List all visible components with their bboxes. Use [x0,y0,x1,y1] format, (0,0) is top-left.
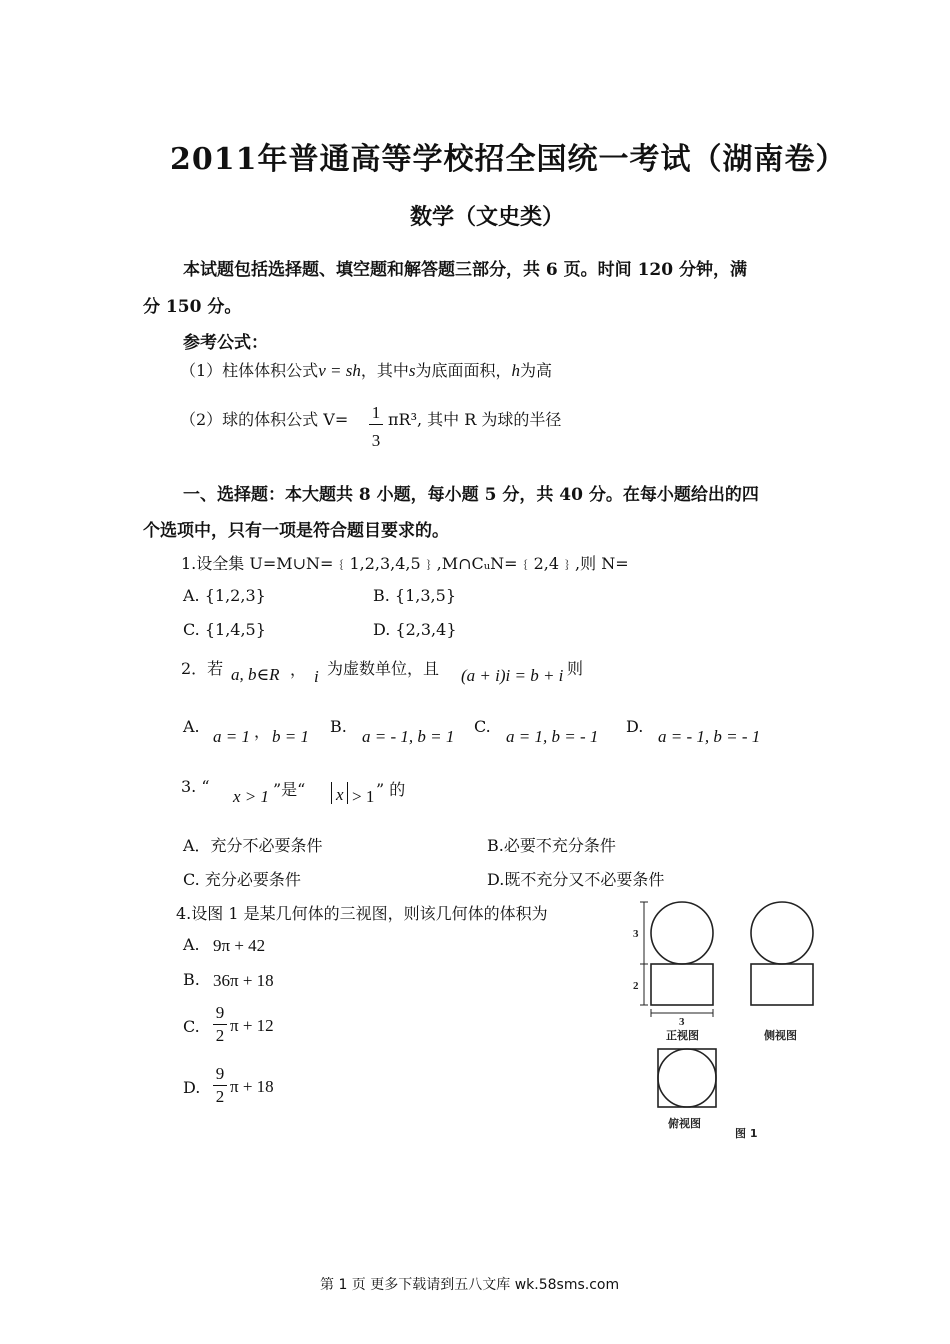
q2-option-d-label: D. [626,717,644,736]
q3-condition-1: x > 1 [233,787,270,806]
q4-option-c-fraction [213,1003,227,1046]
q3-mid: ”是“ [273,780,306,799]
q3-condition-2-rest: > 1 [352,787,375,806]
q1-option-d: D. {2,3,4} [373,620,457,639]
page-subtitle: 数学（文史类） [410,204,565,230]
formula-2-end: πR³, 其中 R 为球的半径 [388,410,562,429]
q3-option-a: A．充分不必要条件 [183,836,323,855]
section1-line-1: 一、选择题：本大题共 8 小题，每小题 5 分，共 40 分。在每小题给出的四 [183,485,759,505]
front-view-label: 正视图 [666,1029,699,1042]
q4-option-d-fraction [213,1064,227,1107]
top-view-circle [658,1049,716,1107]
q2-option-b: a = - 1, b = 1 [362,727,455,746]
fraction-bar [213,1024,227,1025]
q4-option-a-label: A. [183,935,200,954]
q1-option-b: B. {1,3,5} [373,586,456,605]
q4-option-c-numerator: 9 [215,1003,225,1022]
q2-i: i [314,667,319,686]
abs-bar-left [331,782,332,804]
page-footer: 第 1 页 更多下载请到五八文库 wk.58sms.com [320,1277,620,1293]
q2-option-a-comma: ， [254,722,271,741]
formula-1-prefix: （1）柱体体积公式 [180,361,319,380]
q3-option-c: C. 充分必要条件 [183,870,301,889]
q4-option-c-rest: π + 12 [230,1016,274,1035]
fraction-bar [213,1085,227,1086]
three-view-figure [630,893,830,1153]
fraction-bar [369,424,383,425]
intro-line-1: 本试题包括选择题、填空题和解答题三部分，共 6 页。时间 120 分钟，满 [183,260,747,280]
q4-option-d-label: D. [183,1078,201,1097]
q2-mid: 为虚数单位，且 [327,659,440,678]
formula-2-numerator: 1 [371,403,381,422]
formula-1-mid: ，其中 [360,361,409,380]
formula-1-h: h [511,361,520,380]
q4-option-b: 36π + 18 [213,971,274,990]
q3-prefix: 3. “ [181,777,210,796]
q2-option-d: a = - 1, b = - 1 [658,727,761,746]
top-view-label: 俯视图 [668,1117,701,1130]
dimension-label-2: 2 [633,980,639,992]
front-view-circle [651,902,713,964]
q2-option-b-label: B. [330,717,347,736]
q2-option-a: a = 1 [213,727,250,746]
q4-option-d-rest: π + 18 [230,1077,274,1096]
q1-option-c: C. {1,4,5} [183,620,266,639]
side-view-rect [751,964,813,1005]
q2-end: 则 [567,659,584,678]
page-title: 2011年普通高等学校招全国统一考试（湖南卷） [170,142,847,177]
q1-option-a: A. {1,2,3} [183,586,266,605]
q4-option-c-label: C. [183,1017,200,1036]
q2-comma: ， [290,660,307,679]
q3-condition-2-x: x [336,785,344,804]
q2-option-a-2: b = 1 [272,727,309,746]
q4-option-d-numerator: 9 [215,1064,225,1083]
q4-option-c-denominator: 2 [215,1026,225,1045]
formula-2-denominator: 3 [371,431,381,450]
abs-bar-right [347,782,348,804]
q2-prefix: 2．若 [181,659,224,678]
formula-2-prefix: （2）球的体积公式 V= [180,410,349,429]
side-view-label: 侧视图 [764,1029,797,1042]
side-view-circle [751,902,813,964]
dimension-label-3-bottom: 3 [679,1016,685,1028]
q1-stem: 1.设全集 U=M∪N=﹛1,2,3,4,5﹜,M∩CᵤN=﹛2,4﹜,则 N= [181,554,629,573]
q2-condition: a, b∈R [231,665,280,684]
q4-option-a: 9π + 42 [213,936,266,955]
formula-1-s: s [408,361,416,380]
q2-option-c: a = 1, b = - 1 [506,727,599,746]
q3-option-d: D.既不充分又不必要条件 [487,870,665,889]
formula-1-end: 为高 [519,361,552,380]
q4-stem: 4.设图 1 是某几何体的三视图，则该几何体的体积为 [176,904,548,923]
formula-1 [180,358,552,381]
intro-line-2: 分 150 分。 [143,297,242,317]
q2-option-a-label: A. [183,717,200,736]
formula-1-expr: v = sh [318,361,361,380]
q4-option-d-denominator: 2 [215,1087,225,1106]
section1-line-2: 个选项中，只有一项是符合题目要求的。 [143,521,449,541]
formula-1-mid2: 为底面面积， [415,361,512,380]
q2-option-c-label: C. [474,717,491,736]
q4-option-b-label: B. [183,970,200,989]
formulas-heading: 参考公式： [183,333,268,353]
dimension-label-3-top: 3 [633,928,639,940]
q2-equation: (a + i)i = b + i [461,666,564,685]
q3-option-b: B.必要不充分条件 [487,836,616,855]
formula-2-fraction [369,403,383,451]
figure-label: 图 1 [735,1127,758,1140]
front-view-rect [651,964,713,1005]
q3-end: ” 的 [376,780,406,799]
